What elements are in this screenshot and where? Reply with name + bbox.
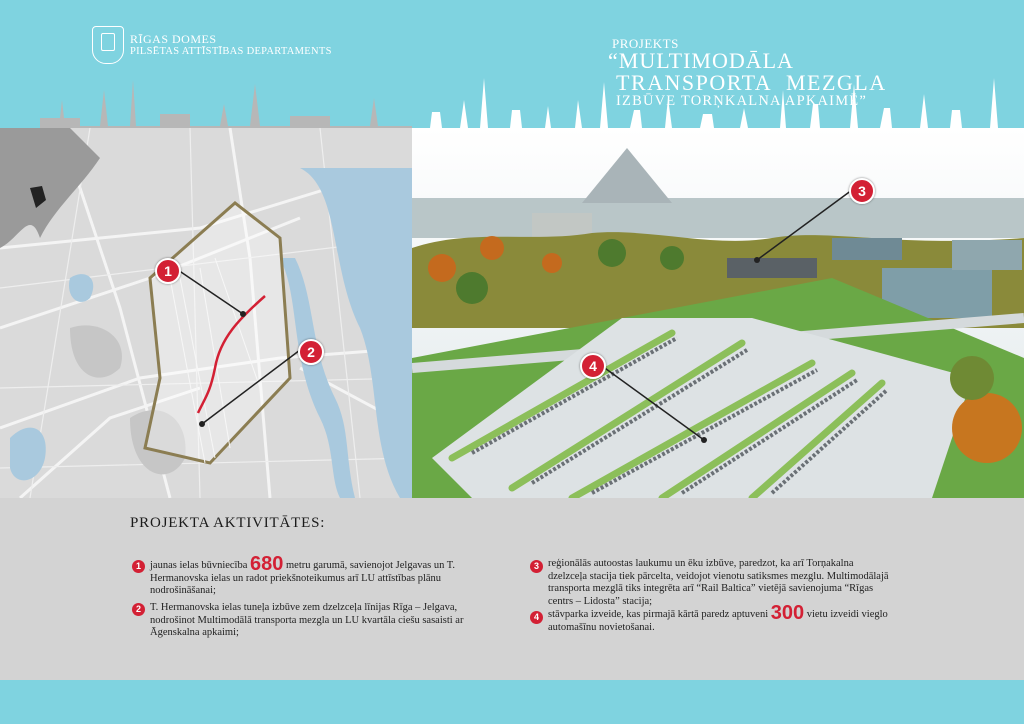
activity-text-4 [548, 602, 893, 634]
activity-text-2: T. Hermanovska ielas tuneļa izbūve zem dzelzceļa līnijas Rīga – Jelgava, nodrošinot Multimodālā transporta mezgla un LU kvartāla ciešu sasaisti ar Āgenskalna apkaimi; [150, 602, 464, 638]
highlight-300: 300 [770, 602, 805, 624]
project-label: PROJEKTS [612, 36, 679, 51]
title-line-2: TRANSPORTA MEZGLA [616, 70, 887, 95]
map-graphic [0, 128, 412, 498]
activity-number-4: 4 [530, 611, 543, 624]
render-marker-4: 4 [580, 353, 606, 379]
map-marker-2: 2 [298, 339, 324, 365]
location-map [0, 128, 412, 498]
title-line-1: “MULTIMODĀLA [608, 48, 794, 73]
title-line-3: IZBŪVE TORŅKALNA APKAIMĒ” [616, 93, 867, 109]
render-marker-3: 3 [849, 178, 875, 204]
activity-text-1 [150, 553, 480, 598]
map-marker-1: 1 [155, 258, 181, 284]
activity-text-1-post: metru garumā, savienojot Jelgavas un T. Hermanovska ielas un radot priekšnoteikumus arī LU attīstības plānu nodrošināšanai; [150, 560, 456, 596]
transport-hub-render [412, 128, 1024, 498]
activity-text-3: reģionālās autoostas laukumu un ēku izbūve, paredzot, ka arī Torņakalna dzelzceļa stacija tiek pārcelta, veidojot vienotu satiksmes mezglu. Multimodālajā transporta mezglā tiks integrēta arī “Rail Baltica” vietējā savienojuma “Rīgas centrs – Lidosta” stacija; [548, 558, 889, 607]
activity-number-3: 3 [530, 560, 543, 573]
activity-number-1: 1 [132, 560, 145, 573]
activity-text-4-post: vietu izveidi vieglo automašīnu novietošanai. [548, 609, 888, 633]
activity-text-4-pre: stāvparka izveide, kas pirmajā kārtā paredz aptuveni [548, 609, 771, 620]
render-graphic [412, 128, 1024, 498]
highlight-680: 680 [250, 553, 284, 575]
activity-number-2: 2 [132, 603, 145, 616]
department-name: PILSĒTAS ATTĪSTĪBAS DEPARTAMENTS [130, 46, 332, 57]
activity-text-1-pre: jaunas ielas būvniecība [150, 560, 251, 571]
activities-title: PROJEKTA AKTIVITĀTES: [130, 515, 326, 531]
riga-crest-icon [92, 26, 124, 64]
org-name: RĪGAS DOMES [130, 32, 217, 46]
